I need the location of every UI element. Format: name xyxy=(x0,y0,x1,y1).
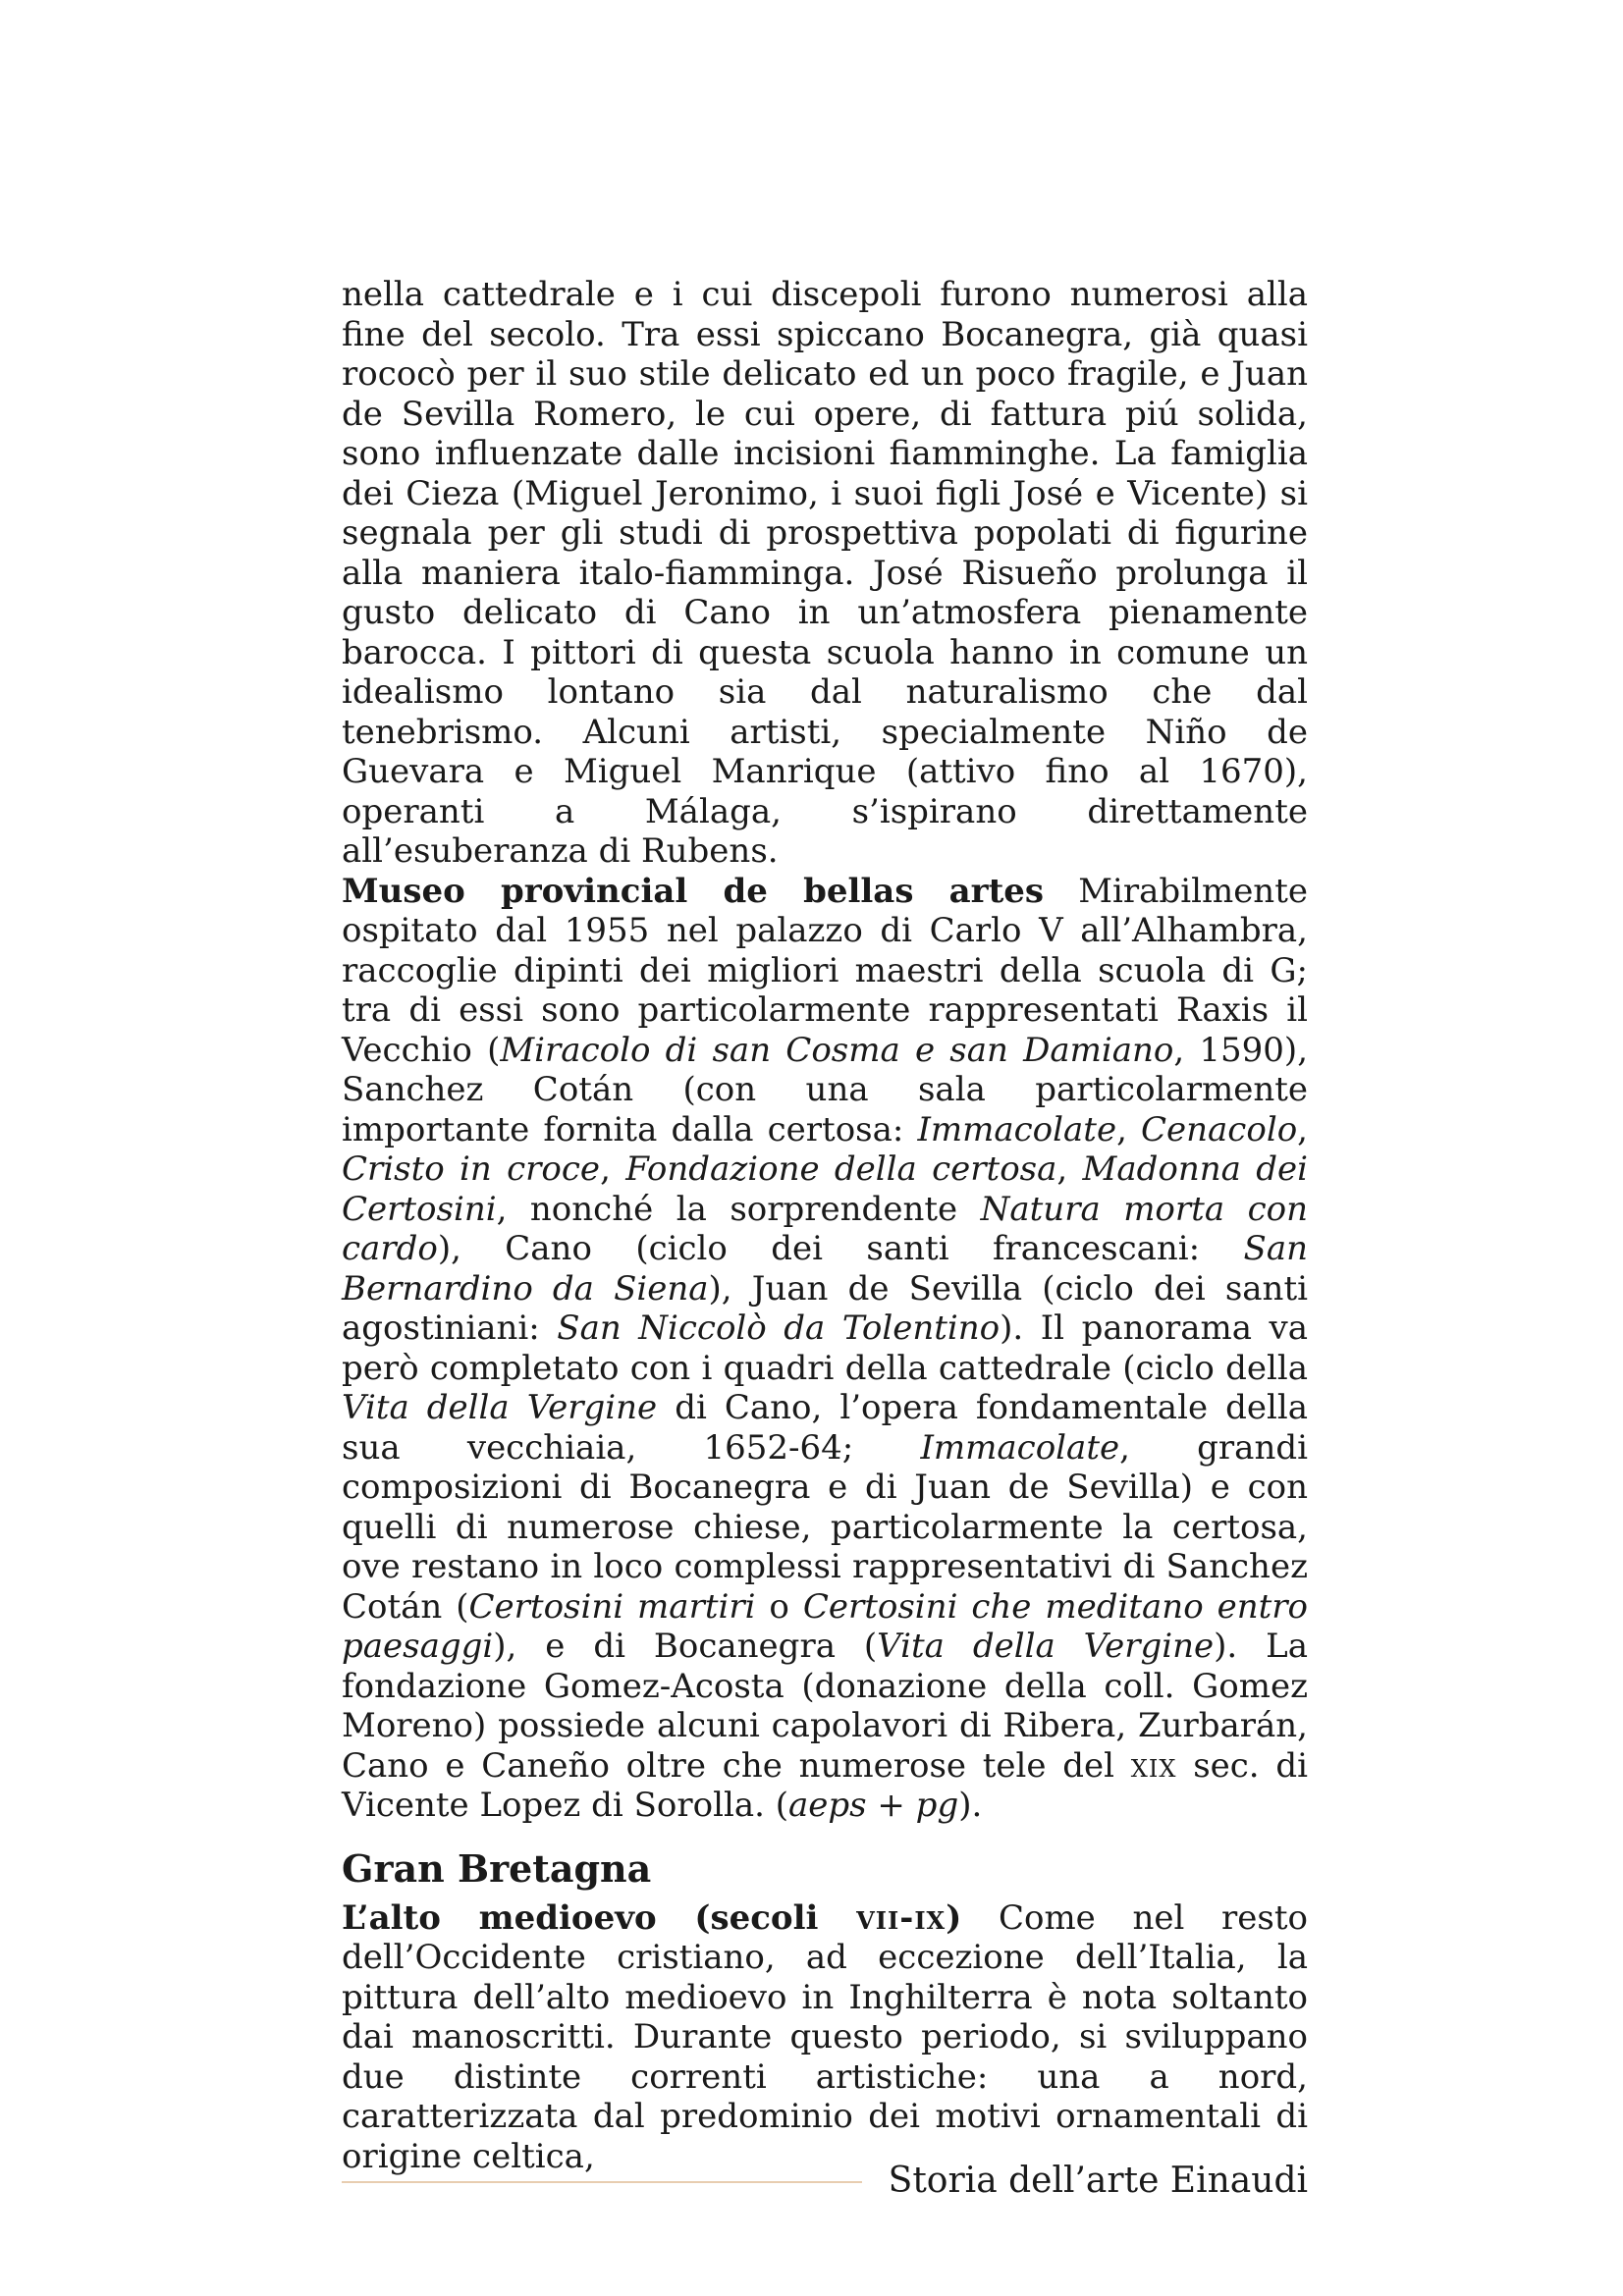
text-run: ), e di Bocanegra ( xyxy=(493,1627,878,1666)
text-run: o xyxy=(755,1586,803,1627)
text-run: , xyxy=(1116,1109,1141,1149)
artwork-title: Cristo in croce xyxy=(342,1149,601,1189)
text-run: , xyxy=(600,1149,626,1189)
page-footer xyxy=(342,2160,1308,2203)
entry-lead-museo: Museo provincial de bellas artes xyxy=(342,871,1045,911)
text-run: Mirabilmente ospitato dal 1955 nel palazzo di Carlo V all’Alhambra, raccoglie dipinti dei migliori maestri della scuola di G; tra di essi sono particolarmente rappresentati Raxis il Vecchio ( xyxy=(342,871,1308,1070)
text-run: , 1590), Sanchez Cotán (con una sala particolarmente importante fornita dalla certosa: xyxy=(342,1030,1309,1149)
text-run: ). xyxy=(958,1786,983,1825)
text-run: ). La fondazione Gomez-Acosta (donazione della coll. Gomez Moreno) possiede alcuni capolavori di Ribera, Zurbarán, Cano e Caneño oltre che numerose tele del xyxy=(342,1627,1308,1786)
text-run: ). Il panorama va però completato con i quadri della cattedrale (ciclo della xyxy=(342,1308,1308,1388)
footer-rule xyxy=(342,2181,862,2183)
artwork-title: San Niccolò da Tolentino xyxy=(557,1308,1001,1348)
text-run: , grandi composizioni di Bocanegra e di Juan de Sevilla) e con quelli di numerose chiese, particolarmente la certosa, ove restano in loco complessi rappresentativi di Sanchez Cotán ( xyxy=(342,1427,1308,1627)
artwork-title: Fondazione della certosa xyxy=(625,1149,1057,1189)
text-run: ), Cano (ciclo dei santi francescani: xyxy=(437,1229,1244,1268)
artwork-title: Immacolate xyxy=(920,1427,1120,1468)
artwork-title: Madonna dei Certosini xyxy=(342,1149,1308,1229)
century-numeral: vii-ix xyxy=(856,1897,947,1938)
paragraph-museo-provincial xyxy=(342,872,1308,1826)
paragraph-alto-medioevo xyxy=(342,1898,1308,2177)
text-run: di Cano, l’opera fondamentale della sua vecchiaia, 1652-64; xyxy=(342,1388,1308,1468)
artwork-title: Immacolate xyxy=(917,1109,1117,1149)
page-body xyxy=(342,275,1308,2176)
artwork-title: Natura morta con cardo xyxy=(342,1189,1308,1268)
section-heading: Gran Bretagna xyxy=(342,1845,652,1891)
artwork-title: Vita della Vergine xyxy=(877,1627,1215,1666)
lead-text: L’alto medioevo (secoli xyxy=(342,1897,857,1938)
text-run: Come nel resto dell’Occidente cristiano, ad eccezione dell’Italia, la pittura dell’alto medioevo in Inghilterra è nota soltanto dai manoscritti. Durante questo periodo, si sviluppano due distinte correnti artistiche: una a nord, caratterizzata dal predominio dei motivi ornamentali di origine celtica, xyxy=(342,1897,1308,2176)
author-initials: aeps + pg xyxy=(787,1786,959,1825)
artwork-title: Cenacolo xyxy=(1141,1109,1298,1149)
lead-text: ) xyxy=(946,1897,962,1938)
artwork-title: Miracolo di san Cosma e san Damiano xyxy=(500,1030,1174,1070)
entry-lead-alto-medioevo xyxy=(342,1898,961,1938)
artwork-title: Vita della Vergine xyxy=(342,1388,658,1427)
artwork-title: Certosini che meditano entro paesaggi xyxy=(342,1586,1308,1666)
century-numeral: xix xyxy=(1130,1745,1177,1786)
footer-title: Storia dell’arte Einaudi xyxy=(888,2161,1308,2201)
artwork-title: San Bernardino da Siena xyxy=(342,1229,1308,1308)
text-run: ), Juan de Sevilla (ciclo dei santi agostiniani: xyxy=(342,1268,1308,1348)
paragraph-granada-school: nella cattedrale e i cui discepoli furono numerosi alla fine del secolo. Tra essi spiccano Bocanegra, già quasi rococò per il suo stile delicato ed un poco fragile, e Juan de Sevilla Romero, le cui opere, di fattura piú solida, sono influenzate dalle incisioni fiamminghe. La famiglia dei Cieza (Miguel Jeronimo, i suoi figli José e Vicente) si segnala per gli studi di prospettiva popolati di figurine alla maniera italo-fiamminga. José Risueño prolunga il gusto delicato di Cano in un’atmosfera pienamente barocca. I pittori di questa scuola hanno in comune un idealismo lontano sia dal naturalismo che dal tenebrismo. Alcuni artisti, specialmente Niño de Guevara e Miguel Manrique (attivo fino al 1670), operanti a Málaga, s’ispirano direttamente all’esuberanza di Rubens. xyxy=(342,275,1308,871)
text-run: , xyxy=(1297,1109,1308,1149)
text-run: , xyxy=(1056,1149,1083,1189)
text-run: sec. di Vicente Lopez di Sorolla. ( xyxy=(342,1745,1308,1825)
text-run: , nonché la sorprendente xyxy=(496,1189,981,1229)
artwork-title: Certosini martiri xyxy=(468,1586,756,1627)
